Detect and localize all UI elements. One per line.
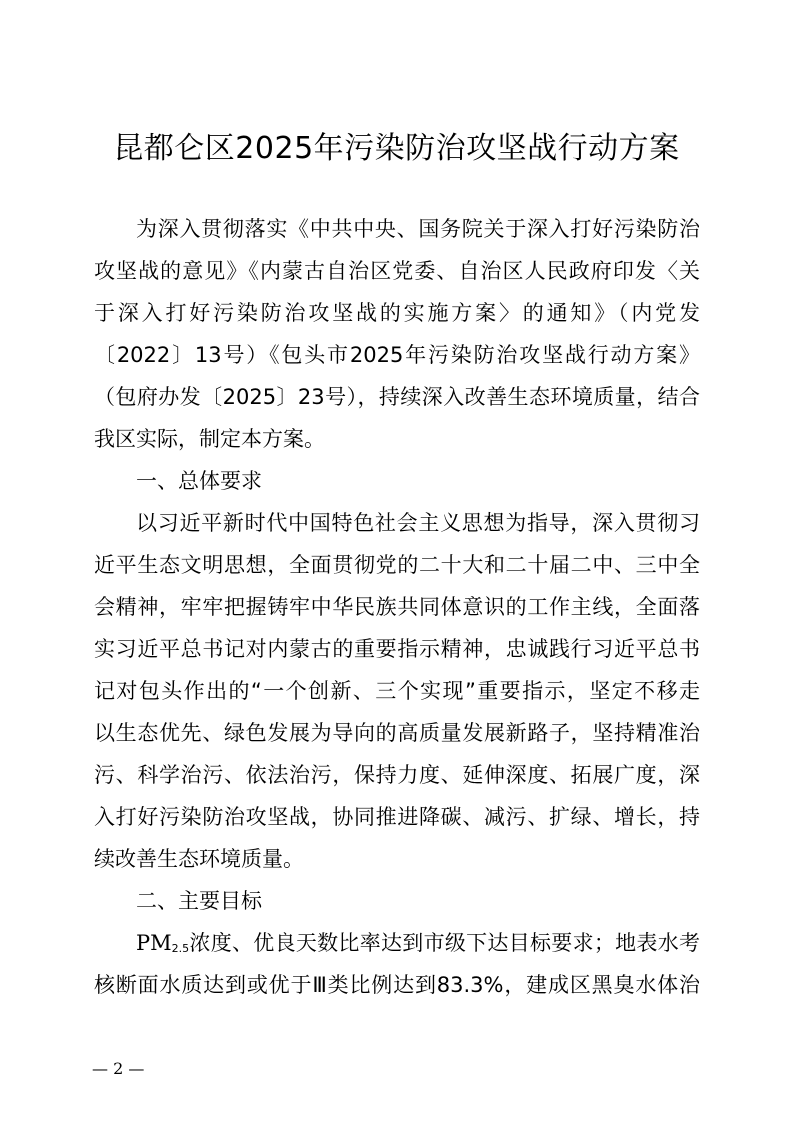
section1-line-7: 污、科学治污、依法治污，保持力度、延伸深度、拓展广度，深 xyxy=(94,763,700,787)
intro-line-1: 为深入贯彻落实《中共中央、国务院关于深入打好污染防治 xyxy=(136,217,700,241)
section1-line-9: 续改善生态环境质量。 xyxy=(94,847,304,871)
intro-line-2: 攻坚战的意见》《内蒙古自治区党委、自治区人民政府印发〈关 xyxy=(94,259,700,283)
pm-subscript: 2.5 xyxy=(171,942,190,955)
section2-line-1 xyxy=(136,928,700,964)
section1-line-6: 以生态优先、绿色发展为导向的高质量发展新路子，坚持精准治 xyxy=(94,721,700,745)
intro-line-4: 〔2022〕13号）《包头市2025年污染防治攻坚战行动方案》 xyxy=(94,343,700,367)
section1-line-5: 记对包头作出的“一个创新、三个实现”重要指示，坚定不移走 xyxy=(94,679,700,703)
intro-line-6: 我区实际，制定本方案。 xyxy=(94,427,325,451)
section1-line-2: 近平生态文明思想，全面贯彻党的二十大和二十届二中、三中全 xyxy=(94,553,700,577)
section2-line-1-text: 浓度、优良天数比率达到市级下达目标要求；地表水考 xyxy=(189,931,700,955)
intro-line-3: 于深入打好污染防治攻坚战的实施方案〉的通知》（内党发 xyxy=(94,301,700,325)
section1-line-1: 以习近平新时代中国特色社会主义思想为指导，深入贯彻习 xyxy=(136,511,700,535)
section-heading-overall-requirements: 一、总体要求 xyxy=(136,469,262,493)
section1-line-3: 会精神，牢牢把握铸牢中华民族共同体意识的工作主线，全面落 xyxy=(94,595,700,619)
section1-line-8: 入打好污染防治攻坚战，协同推进降碳、减污、扩绿、增长，持 xyxy=(94,805,700,829)
intro-line-5: （包府办发〔2025〕23号），持续深入改善生态环境质量，结合 xyxy=(94,385,700,409)
section1-line-4: 实习近平总书记对内蒙古的重要指示精神，忠诚践行习近平总书 xyxy=(94,637,700,661)
page-number: — 2 — xyxy=(92,1059,145,1078)
section2-line-2: 核断面水质达到或优于Ⅲ类比例达到83.3%，建成区黑臭水体治 xyxy=(94,973,700,997)
section-heading-main-targets: 二、主要目标 xyxy=(136,889,262,913)
pm-label: PM xyxy=(136,931,172,955)
document-title: 昆都仑区2025年污染防治攻坚战行动方案 xyxy=(113,131,680,166)
